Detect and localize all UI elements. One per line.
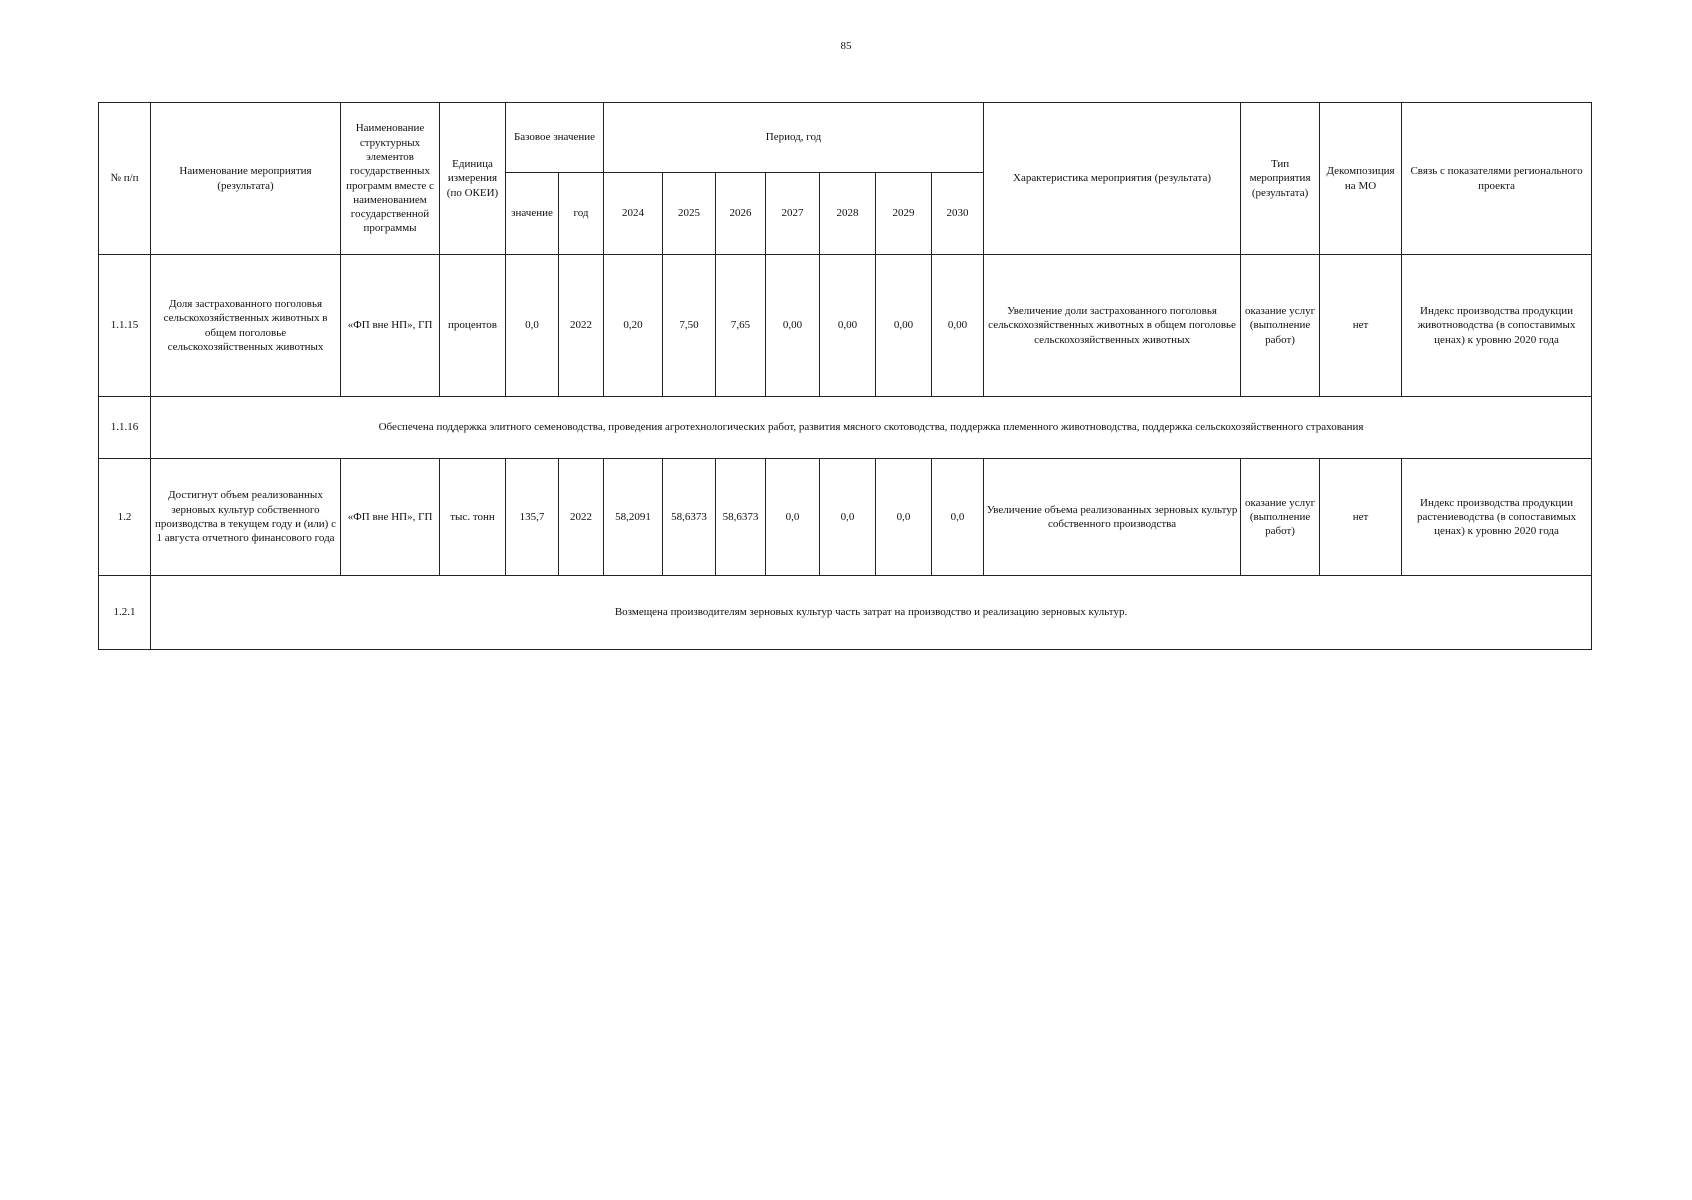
header-num: № п/п <box>99 103 151 255</box>
row-base-year: 2022 <box>559 255 604 397</box>
row-structural: «ФП вне НП», ГП <box>341 255 440 397</box>
table-row <box>99 397 1592 459</box>
header-year: 2027 <box>766 173 820 255</box>
row-value: 0,00 <box>820 255 876 397</box>
row-num: 1.1.15 <box>99 255 151 397</box>
table-row <box>99 576 1592 650</box>
header-year: 2024 <box>604 173 663 255</box>
row-value: 0,0 <box>932 459 984 576</box>
row-characteristic: Увеличение доли застрахованного поголовья сельскохозяйственных животных в общем поголовье сельскохозяйственных животных <box>984 255 1241 397</box>
row-link: Индекс производства продукции животноводства (в сопоставимых ценах) к уровню 2020 года <box>1402 255 1592 397</box>
results-table <box>98 102 1592 650</box>
row-value: 7,50 <box>663 255 716 397</box>
row-decomposition: нет <box>1320 255 1402 397</box>
row-num: 1.2.1 <box>99 576 151 650</box>
header-period: Период, год <box>604 103 984 173</box>
table-row <box>99 459 1592 576</box>
row-type: оказание услуг (выполнение работ) <box>1241 255 1320 397</box>
row-characteristic: Увеличение объема реализованных зерновых культур собственного производства <box>984 459 1241 576</box>
header-base-value: значение <box>506 173 559 255</box>
row-value: 58,2091 <box>604 459 663 576</box>
row-structural: «ФП вне НП», ГП <box>341 459 440 576</box>
table-row <box>99 255 1592 397</box>
row-base-value: 0,0 <box>506 255 559 397</box>
row-value: 0,00 <box>876 255 932 397</box>
header-year: 2028 <box>820 173 876 255</box>
row-value: 0,00 <box>766 255 820 397</box>
header-base-year: год <box>559 173 604 255</box>
header-unit: Единица измерения (по ОКЕИ) <box>440 103 506 255</box>
header-decomposition: Декомпозиция на МО <box>1320 103 1402 255</box>
row-link: Индекс производства продукции растениеводства (в сопоставимых ценах) к уровню 2020 года <box>1402 459 1592 576</box>
row-unit: процентов <box>440 255 506 397</box>
page-number: 85 <box>840 40 852 52</box>
row-base-year: 2022 <box>559 459 604 576</box>
header-characteristic: Характеристика мероприятия (результата) <box>984 103 1241 255</box>
row-value: 0,0 <box>820 459 876 576</box>
header-year: 2029 <box>876 173 932 255</box>
row-value: 58,6373 <box>716 459 766 576</box>
header-type: Тип мероприятия (результата) <box>1241 103 1320 255</box>
header-row-1 <box>99 103 1592 173</box>
row-value: 58,6373 <box>663 459 716 576</box>
row-name: Доля застрахованного поголовья сельскохозяйственных животных в общем поголовье сельскохозяйственных животных <box>151 255 341 397</box>
row-base-value: 135,7 <box>506 459 559 576</box>
row-decomposition: нет <box>1320 459 1402 576</box>
row-unit: тыс. тонн <box>440 459 506 576</box>
header-year: 2025 <box>663 173 716 255</box>
header-structural: Наименование структурных элементов государственных программ вместе с наименованием государственной программы <box>341 103 440 255</box>
header-name: Наименование мероприятия (результата) <box>151 103 341 255</box>
header-link: Связь с показателями регионального проекта <box>1402 103 1592 255</box>
row-value: 0,0 <box>766 459 820 576</box>
header-year: 2026 <box>716 173 766 255</box>
row-text: Обеспечена поддержка элитного семеноводства, проведения агротехнологических работ, развития мясного скотоводства, поддержка племенного животноводства, поддержка сельскохозяйственного страхования <box>151 397 1592 459</box>
row-value: 0,00 <box>932 255 984 397</box>
row-value: 0,0 <box>876 459 932 576</box>
row-num: 1.2 <box>99 459 151 576</box>
row-num: 1.1.16 <box>99 397 151 459</box>
row-value: 7,65 <box>716 255 766 397</box>
row-value: 0,20 <box>604 255 663 397</box>
header-year: 2030 <box>932 173 984 255</box>
row-name: Достигнут объем реализованных зерновых культур собственного производства в текущем году и (или) с 1 августа отчетного финансового года <box>151 459 341 576</box>
row-type: оказание услуг (выполнение работ) <box>1241 459 1320 576</box>
row-text: Возмещена производителям зерновых культур часть затрат на производство и реализацию зерновых культур. <box>151 576 1592 650</box>
header-base: Базовое значение <box>506 103 604 173</box>
